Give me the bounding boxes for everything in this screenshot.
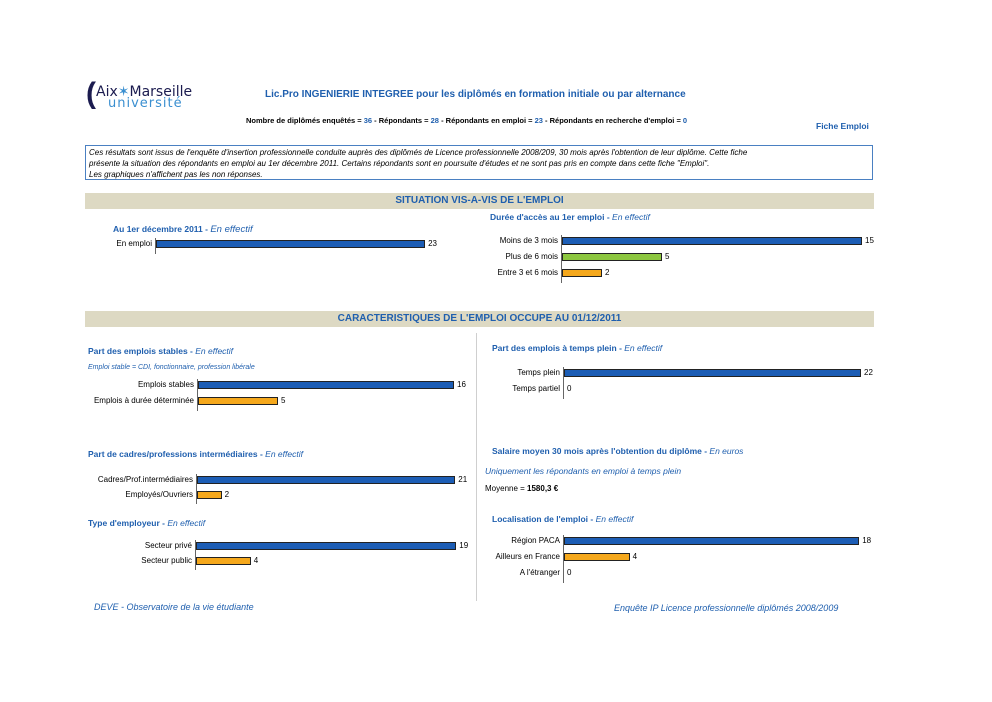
- title-duree: Durée d'accès au 1er emploi - En effectif: [490, 212, 650, 222]
- logo-subtext: université: [108, 96, 183, 111]
- title-decembre: Au 1er décembre 2011 - En effectif: [113, 224, 253, 235]
- bar-value-label: 4: [253, 556, 259, 565]
- bar-category-label: Emplois à durée déterminée: [93, 396, 194, 405]
- bar-value-label: 22: [864, 368, 873, 377]
- footer-right: Enquête IP Licence professionnelle diplômés 2008/2009: [614, 603, 839, 613]
- footer-left: DEVE - Observatoire de la vie étudiante: [94, 602, 254, 612]
- logo-bracket-icon: (: [86, 77, 96, 110]
- bar: [562, 237, 862, 245]
- fiche-label: Fiche Emploi: [816, 121, 869, 131]
- bar: [197, 476, 455, 484]
- bar-category-label: Cadres/Prof.intermédiaires: [97, 475, 193, 484]
- band-caracteristiques: CARACTERISTIQUES DE L'EMPLOI OCCUPE AU 01/12/2011: [85, 311, 874, 327]
- intro-box: [85, 145, 873, 180]
- bar-category-label: Plus de 6 mois: [505, 252, 558, 261]
- logo-text: Aix✶Marseille: [96, 84, 193, 100]
- bar-value-label: 0: [567, 568, 572, 577]
- bar-category-label: Entre 3 et 6 mois: [497, 268, 558, 277]
- title-stables: Part des emplois stables - En effectif: [88, 346, 234, 356]
- title-salaire: Salaire moyen 30 mois après l'obtention du diplôme - En euros: [492, 446, 744, 456]
- bar-value-label: 4: [632, 552, 638, 561]
- bar: [156, 240, 425, 248]
- bar-category-label: Secteur public: [141, 556, 192, 565]
- title-localisation: Localisation de l'emploi - En effectif: [492, 514, 634, 524]
- title-employeur: Type d'employeur - En effectif: [88, 518, 206, 528]
- bar-value-label: 16: [457, 380, 466, 389]
- respondent-stats: Nombre de diplômés enquêtés = 36 - Répondants = 28 - Répondants en emploi = 23 - Répondants en recherche d'emploi = 0: [246, 116, 688, 125]
- bar-category-label: Employés/Ouvriers: [125, 490, 193, 499]
- intro-line: Ces résultats sont issus de l'enquête d'insertion professionnelle conduite auprès des diplômés de Licence professionnelle 2008/209, 30 mois après l'obtention de leur diplôme. Cette fiche: [89, 148, 748, 157]
- bar-category-label: Temps partiel: [512, 384, 560, 393]
- bar-category-label: Ailleurs en France: [495, 552, 560, 561]
- title-temps: Part des emplois à temps plein - En effectif: [492, 343, 663, 353]
- bar: [564, 369, 861, 377]
- bar-category-label: En emploi: [116, 239, 152, 248]
- bar-value-label: 5: [665, 252, 670, 261]
- bar-category-label: Temps plein: [517, 368, 560, 377]
- bar-value-label: 23: [428, 239, 437, 248]
- bar-value-label: 0: [567, 384, 572, 393]
- bar: [196, 557, 251, 565]
- bar-value-label: 5: [281, 396, 286, 405]
- bar-value-label: 18: [862, 536, 872, 545]
- bar-category-label: Moins de 3 mois: [499, 236, 558, 245]
- intro-line: présente la situation des répondants en emploi au 1er décembre 2011. Certains répondants sont en poursuite d'études et ne sont pas pris en compte dans cette fiche "Emploi".: [89, 159, 710, 168]
- bar-value-label: 2: [224, 490, 230, 499]
- bar-value-label: 2: [605, 268, 610, 277]
- note-stables: Emploi stable = CDI, fonctionnaire, profession libérale: [88, 364, 255, 371]
- note-salaire: Uniquement les répondants en emploi à temps plein: [485, 466, 682, 476]
- university-logo: [86, 77, 196, 113]
- bar-category-label: Secteur privé: [144, 541, 192, 550]
- intro-line: Les graphiques n'affichent pas les non réponses.: [89, 170, 263, 179]
- column-divider: [476, 333, 477, 601]
- band-situation: SITUATION VIS-A-VIS DE L'EMPLOI: [85, 193, 874, 209]
- bar: [197, 491, 222, 499]
- bar-value-label: 19: [459, 541, 469, 550]
- bar-value-label: 21: [458, 475, 468, 484]
- bar: [562, 253, 662, 261]
- bar-category-label: Emplois stables: [137, 380, 194, 389]
- bar-category-label: A l'étranger: [519, 568, 560, 577]
- bar: [198, 397, 278, 405]
- page-title: Lic.Pro INGENIERIE INTEGREE pour les diplômés en formation initiale ou par alternance: [265, 89, 686, 100]
- bar: [562, 269, 602, 277]
- bar: [564, 537, 859, 545]
- bar: [564, 553, 630, 561]
- salary-average: Moyenne = 1580,3 €: [485, 484, 559, 493]
- bar: [196, 542, 456, 550]
- bar: [198, 381, 454, 389]
- bar-value-label: 15: [865, 236, 874, 245]
- bar-category-label: Région PACA: [511, 536, 560, 545]
- title-cadres: Part de cadres/professions intermédiaires - En effectif: [88, 449, 303, 459]
